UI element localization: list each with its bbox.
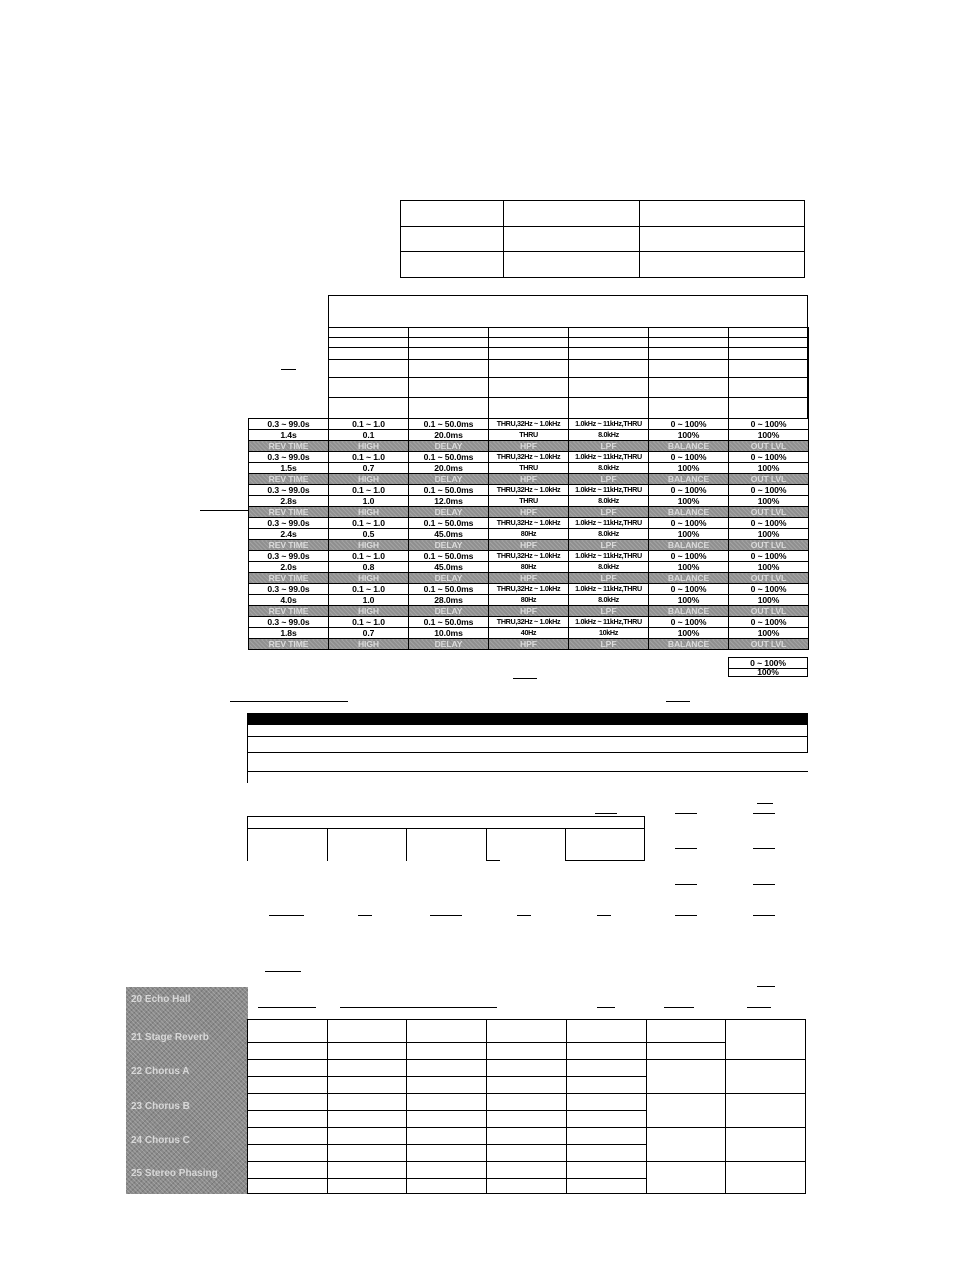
param-header-row-cell-0: REV TIME xyxy=(249,639,329,650)
param-header-row-cell-2: DELAY xyxy=(409,573,489,584)
param-range-row-cell-3: THRU,32Hz ~ 1.0kHz xyxy=(489,452,569,463)
param-header-row-cell-2: DELAY xyxy=(409,540,489,551)
program-table xyxy=(247,1019,806,1194)
tick-14 xyxy=(675,915,697,916)
param-range-row-cell-0: 0.3 ~ 99.0s xyxy=(249,452,329,463)
tick-4 xyxy=(753,813,775,814)
param-range-row-cell-3: THRU,32Hz ~ 1.0kHz xyxy=(489,518,569,529)
param-default-row-cell-0: 2.0s xyxy=(249,562,329,573)
rule-c xyxy=(666,701,690,702)
param-header-row-cell-2: DELAY xyxy=(409,639,489,650)
pointer-line xyxy=(200,510,248,511)
param-range-row-cell-2: 0.1 ~ 50.0ms xyxy=(409,485,489,496)
mid-col-2 xyxy=(406,828,407,861)
param-default-row-cell-6: 100% xyxy=(729,628,809,639)
param-range-row-cell-5: 0 ~ 100% xyxy=(649,518,729,529)
side-label-23: 23 Chorus B xyxy=(131,1101,190,1112)
param-range-row-cell-4: 1.0kHz ~ 11kHz,THRU xyxy=(569,485,649,496)
param-default-row-cell-1: 0.5 xyxy=(329,529,409,540)
param-range-row-cell-4: 1.0kHz ~ 11kHz,THRU xyxy=(569,518,649,529)
param-header-row xyxy=(249,507,809,518)
param-header-row xyxy=(249,606,809,617)
param-header-row-cell-2: DELAY xyxy=(409,507,489,518)
mid-tick xyxy=(486,860,500,861)
out-lvl-tail-default: 100% xyxy=(729,669,808,677)
param-default-row-cell-2: 20.0ms xyxy=(409,463,489,474)
param-range-row-cell-1: 0.1 ~ 1.0 xyxy=(329,617,409,628)
param-header-row-cell-3: HPF xyxy=(489,639,569,650)
param-range-row-cell-2: 0.1 ~ 50.0ms xyxy=(409,419,489,430)
param-default-row-cell-3: THRU xyxy=(489,496,569,507)
param-default-row-cell-4: 8.0kHz xyxy=(569,496,649,507)
param-header-row-cell-5: BALANCE xyxy=(649,540,729,551)
param-default-row-cell-6: 100% xyxy=(729,496,809,507)
param-header-row-cell-5: BALANCE xyxy=(649,474,729,485)
param-default-row-cell-4: 8.0kHz xyxy=(569,529,649,540)
upper-table-grid xyxy=(328,327,809,419)
param-header-row-cell-5: BALANCE xyxy=(649,639,729,650)
black-header-bar xyxy=(248,713,808,725)
block-rule-3 xyxy=(248,771,808,772)
param-range-row xyxy=(249,518,809,529)
param-range-row-cell-1: 0.1 ~ 1.0 xyxy=(329,518,409,529)
param-range-row-cell-0: 0.3 ~ 99.0s xyxy=(249,584,329,595)
param-header-row-cell-6: OUT LVL xyxy=(729,474,809,485)
param-header-row-cell-2: DELAY xyxy=(409,474,489,485)
param-default-row-cell-1: 1.0 xyxy=(329,496,409,507)
param-range-row-cell-0: 0.3 ~ 99.0s xyxy=(249,518,329,529)
param-header-row-cell-1: HIGH xyxy=(329,573,409,584)
rule-b xyxy=(230,701,348,702)
param-range-row-cell-4: 1.0kHz ~ 11kHz,THRU xyxy=(569,617,649,628)
param-header-row-cell-5: BALANCE xyxy=(649,606,729,617)
param-header-row-cell-2: DELAY xyxy=(409,441,489,452)
param-default-row xyxy=(249,628,809,639)
param-default-row xyxy=(249,562,809,573)
param-header-row-cell-6: OUT LVL xyxy=(729,507,809,518)
param-header-row-cell-4: LPF xyxy=(569,639,649,650)
param-default-row-cell-5: 100% xyxy=(649,628,729,639)
param-default-row-cell-3: 80Hz xyxy=(489,529,569,540)
param-range-row-cell-1: 0.1 ~ 1.0 xyxy=(329,485,409,496)
param-default-row-cell-0: 4.0s xyxy=(249,595,329,606)
param-range-row-cell-3: THRU,32Hz ~ 1.0kHz xyxy=(489,485,569,496)
tick-8 xyxy=(753,884,775,885)
block-rule-1 xyxy=(248,736,808,737)
param-range-row-cell-5: 0 ~ 100% xyxy=(649,617,729,628)
param-default-row-cell-4: 8.0kHz xyxy=(569,595,649,606)
param-default-row-cell-1: 0.7 xyxy=(329,628,409,639)
param-range-row xyxy=(249,452,809,463)
param-header-row-cell-3: HPF xyxy=(489,474,569,485)
param-range-row-cell-4: 1.0kHz ~ 11kHz,THRU xyxy=(569,452,649,463)
param-range-row-cell-5: 0 ~ 100% xyxy=(649,485,729,496)
tick-3 xyxy=(675,813,697,814)
param-range-row-cell-3: THRU,32Hz ~ 1.0kHz xyxy=(489,584,569,595)
param-header-row xyxy=(249,573,809,584)
param-header-row xyxy=(249,639,809,650)
param-header-row-cell-4: LPF xyxy=(569,606,649,617)
param-header-row-cell-1: HIGH xyxy=(329,441,409,452)
param-range-row-cell-0: 0.3 ~ 99.0s xyxy=(249,617,329,628)
param-default-row-cell-3: 80Hz xyxy=(489,562,569,573)
side-label-25: 25 Stereo Phasing xyxy=(131,1168,218,1179)
side-label-24: 24 Chorus C xyxy=(131,1135,190,1146)
param-range-row-cell-5: 0 ~ 100% xyxy=(649,452,729,463)
param-default-row-cell-5: 100% xyxy=(649,595,729,606)
param-default-row-cell-1: 0.7 xyxy=(329,463,409,474)
param-header-row-cell-5: BALANCE xyxy=(649,507,729,518)
mid-table-rule xyxy=(247,828,645,829)
parameter-table xyxy=(248,418,809,650)
param-range-row xyxy=(249,584,809,595)
param-header-row-cell-0: REV TIME xyxy=(249,540,329,551)
param-default-row xyxy=(249,529,809,540)
param-default-row-cell-6: 100% xyxy=(729,562,809,573)
tick-17 xyxy=(757,986,775,987)
param-range-row-cell-5: 0 ~ 100% xyxy=(649,584,729,595)
param-header-row-cell-1: HIGH xyxy=(329,507,409,518)
param-range-row xyxy=(249,419,809,430)
param-header-row-cell-0: REV TIME xyxy=(249,573,329,584)
param-default-row-cell-2: 12.0ms xyxy=(409,496,489,507)
param-default-row-cell-1: 0.8 xyxy=(329,562,409,573)
param-header-row-cell-3: HPF xyxy=(489,540,569,551)
param-header-row xyxy=(249,540,809,551)
param-range-row-cell-6: 0 ~ 100% xyxy=(729,452,809,463)
param-default-row-cell-1: 0.1 xyxy=(329,430,409,441)
param-range-row-cell-6: 0 ~ 100% xyxy=(729,485,809,496)
param-default-row-cell-0: 2.4s xyxy=(249,529,329,540)
param-header-row-cell-1: HIGH xyxy=(329,474,409,485)
param-header-row-cell-1: HIGH xyxy=(329,540,409,551)
param-default-row-cell-5: 100% xyxy=(649,562,729,573)
param-header-row-cell-4: LPF xyxy=(569,441,649,452)
param-header-row-cell-6: OUT LVL xyxy=(729,540,809,551)
side-label-panel xyxy=(126,987,248,1194)
mid-col-4 xyxy=(565,828,566,861)
param-range-row-cell-2: 0.1 ~ 50.0ms xyxy=(409,617,489,628)
param-default-row-cell-4: 8.0kHz xyxy=(569,430,649,441)
param-default-row-cell-0: 1.8s xyxy=(249,628,329,639)
param-header-row-cell-1: HIGH xyxy=(329,606,409,617)
param-default-row-cell-3: 80Hz xyxy=(489,595,569,606)
param-header-row xyxy=(249,441,809,452)
param-range-row-cell-6: 0 ~ 100% xyxy=(729,617,809,628)
param-default-row-cell-4: 10kHz xyxy=(569,628,649,639)
param-default-row-cell-0: 2.8s xyxy=(249,496,329,507)
param-range-row-cell-0: 0.3 ~ 99.0s xyxy=(249,419,329,430)
param-default-row-cell-4: 8.0kHz xyxy=(569,463,649,474)
param-default-row-cell-2: 45.0ms xyxy=(409,562,489,573)
small-underline xyxy=(281,369,296,370)
mid-bottom-rule xyxy=(565,860,645,861)
rule-a xyxy=(513,678,537,679)
tick-6 xyxy=(753,848,775,849)
tick-19 xyxy=(340,1007,497,1008)
side-label-20: 20 Echo Hall xyxy=(131,994,191,1005)
param-default-row-cell-0: 1.4s xyxy=(249,430,329,441)
param-range-row-cell-4: 1.0kHz ~ 11kHz,THRU xyxy=(569,584,649,595)
param-default-row-cell-2: 10.0ms xyxy=(409,628,489,639)
tick-13 xyxy=(597,915,611,916)
param-range-row xyxy=(249,485,809,496)
param-range-row-cell-1: 0.1 ~ 1.0 xyxy=(329,419,409,430)
param-header-row-cell-2: DELAY xyxy=(409,606,489,617)
param-range-row-cell-6: 0 ~ 100% xyxy=(729,551,809,562)
param-header-row-cell-4: LPF xyxy=(569,474,649,485)
param-header-row-cell-3: HPF xyxy=(489,441,569,452)
param-range-row-cell-2: 0.1 ~ 50.0ms xyxy=(409,452,489,463)
param-range-row-cell-4: 1.0kHz ~ 11kHz,THRU xyxy=(569,551,649,562)
param-header-row-cell-1: HIGH xyxy=(329,639,409,650)
param-range-row-cell-3: THRU,32Hz ~ 1.0kHz xyxy=(489,551,569,562)
param-default-row-cell-5: 100% xyxy=(649,430,729,441)
param-range-row-cell-6: 0 ~ 100% xyxy=(729,419,809,430)
param-range-row-cell-2: 0.1 ~ 50.0ms xyxy=(409,551,489,562)
param-default-row-cell-2: 45.0ms xyxy=(409,529,489,540)
param-range-row-cell-3: THRU,32Hz ~ 1.0kHz xyxy=(489,617,569,628)
param-default-row-cell-6: 100% xyxy=(729,463,809,474)
param-range-row-cell-1: 0.1 ~ 1.0 xyxy=(329,452,409,463)
param-default-row-cell-2: 20.0ms xyxy=(409,430,489,441)
mid-col-1 xyxy=(327,828,328,861)
tick-5 xyxy=(675,848,697,849)
param-header-row-cell-6: OUT LVL xyxy=(729,573,809,584)
param-header-row-cell-6: OUT LVL xyxy=(729,606,809,617)
block-right-edge xyxy=(807,725,808,753)
out-lvl-tail xyxy=(728,657,808,677)
param-range-row xyxy=(249,551,809,562)
param-header-row-cell-0: REV TIME xyxy=(249,474,329,485)
param-default-row-cell-5: 100% xyxy=(649,463,729,474)
param-range-row-cell-4: 1.0kHz ~ 11kHz,THRU xyxy=(569,419,649,430)
param-header-row-cell-4: LPF xyxy=(569,540,649,551)
tick-15 xyxy=(753,915,775,916)
param-range-row-cell-5: 0 ~ 100% xyxy=(649,419,729,430)
mid-col-3 xyxy=(486,828,487,861)
tick-16 xyxy=(265,971,301,972)
param-range-row-cell-0: 0.3 ~ 99.0s xyxy=(249,485,329,496)
param-range-row-cell-1: 0.1 ~ 1.0 xyxy=(329,551,409,562)
tick-11 xyxy=(430,915,462,916)
block-left-edge xyxy=(247,713,248,783)
param-header-row-cell-3: HPF xyxy=(489,606,569,617)
param-range-row-cell-3: THRU,32Hz ~ 1.0kHz xyxy=(489,419,569,430)
tick-12 xyxy=(517,915,531,916)
block-rule-2 xyxy=(248,752,808,753)
tick-21 xyxy=(664,1007,694,1008)
param-range-row-cell-2: 0.1 ~ 50.0ms xyxy=(409,518,489,529)
top-small-table xyxy=(400,200,805,278)
param-default-row-cell-0: 1.5s xyxy=(249,463,329,474)
param-default-row-cell-6: 100% xyxy=(729,595,809,606)
param-range-row-cell-1: 0.1 ~ 1.0 xyxy=(329,584,409,595)
param-range-row xyxy=(249,617,809,628)
param-default-row xyxy=(249,463,809,474)
tick-1 xyxy=(757,803,773,804)
param-range-row-cell-0: 0.3 ~ 99.0s xyxy=(249,551,329,562)
param-header-row-cell-4: LPF xyxy=(569,573,649,584)
param-header-row xyxy=(249,474,809,485)
param-header-row-cell-6: OUT LVL xyxy=(729,639,809,650)
param-header-row-cell-5: BALANCE xyxy=(649,573,729,584)
param-default-row xyxy=(249,595,809,606)
param-default-row xyxy=(249,430,809,441)
tick-18 xyxy=(258,1007,316,1008)
param-default-row-cell-6: 100% xyxy=(729,529,809,540)
param-default-row-cell-3: 40Hz xyxy=(489,628,569,639)
param-range-row-cell-5: 0 ~ 100% xyxy=(649,551,729,562)
out-lvl-tail-range: 0 ~ 100% xyxy=(729,658,808,669)
param-header-row-cell-6: OUT LVL xyxy=(729,441,809,452)
param-header-row-cell-5: BALANCE xyxy=(649,441,729,452)
param-header-row-cell-4: LPF xyxy=(569,507,649,518)
side-label-22: 22 Chorus A xyxy=(131,1066,190,1077)
param-header-row-cell-3: HPF xyxy=(489,507,569,518)
param-default-row-cell-6: 100% xyxy=(729,430,809,441)
tick-20 xyxy=(597,1007,615,1008)
tick-10 xyxy=(358,915,372,916)
param-header-row-cell-0: REV TIME xyxy=(249,441,329,452)
param-header-row-cell-3: HPF xyxy=(489,573,569,584)
side-label-21: 21 Stage Reverb xyxy=(131,1032,209,1043)
param-header-row-cell-0: REV TIME xyxy=(249,507,329,518)
tick-22 xyxy=(747,1007,771,1008)
param-range-row-cell-6: 0 ~ 100% xyxy=(729,518,809,529)
param-default-row-cell-4: 8.0kHz xyxy=(569,562,649,573)
param-header-row-cell-0: REV TIME xyxy=(249,606,329,617)
param-range-row-cell-2: 0.1 ~ 50.0ms xyxy=(409,584,489,595)
tick-9 xyxy=(269,915,304,916)
mid-table-frame xyxy=(247,816,645,861)
param-default-row-cell-2: 28.0ms xyxy=(409,595,489,606)
param-default-row-cell-5: 100% xyxy=(649,529,729,540)
param-default-row xyxy=(249,496,809,507)
param-range-row-cell-6: 0 ~ 100% xyxy=(729,584,809,595)
tick-7 xyxy=(675,884,697,885)
param-default-row-cell-1: 1.0 xyxy=(329,595,409,606)
tick-2 xyxy=(595,813,617,814)
param-default-row-cell-3: THRU xyxy=(489,463,569,474)
param-default-row-cell-5: 100% xyxy=(649,496,729,507)
param-default-row-cell-3: THRU xyxy=(489,430,569,441)
